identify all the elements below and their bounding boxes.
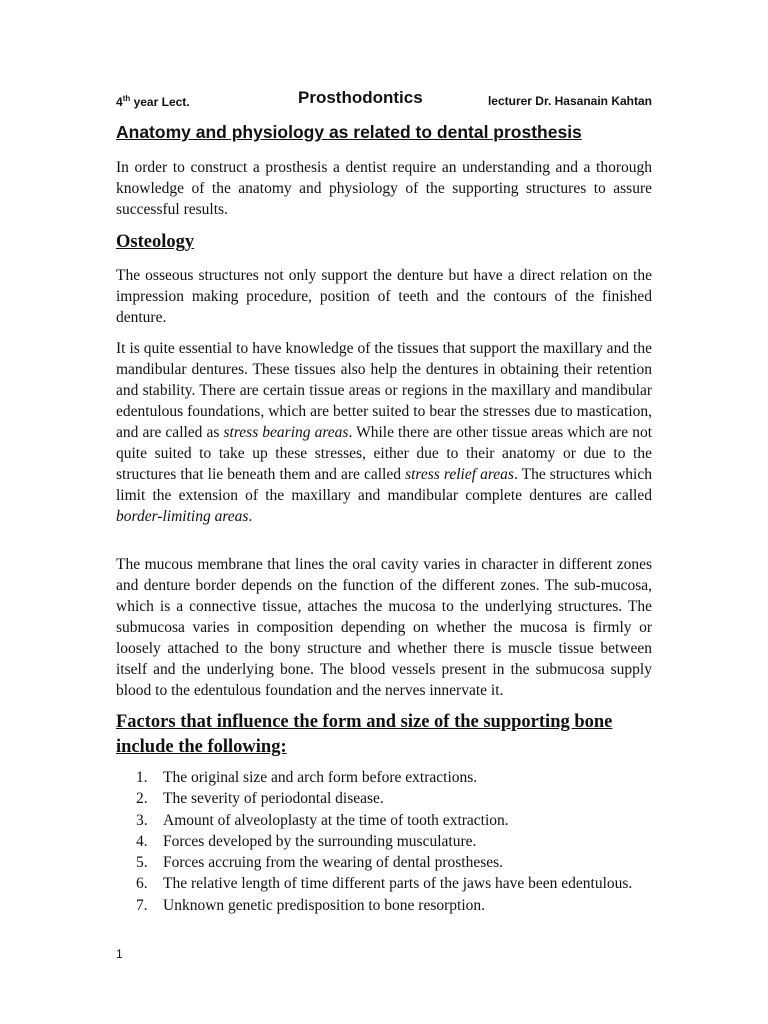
factors-heading: Factors that influence the form and size of the supporting bone include the following: [116, 712, 613, 757]
list-item: 1. The original size and arch form before extractions. [136, 769, 478, 786]
factors-list [136, 767, 652, 916]
page-header [116, 88, 652, 112]
list-item: 3. Amount of alveoloplasty at the time of tooth extraction. [136, 811, 509, 829]
term-stress-relief: stress relief areas [405, 466, 514, 483]
document-title: Anatomy and physiology as related to dental prosthesis [116, 122, 582, 142]
list-item: 6. The relative length of time different parts of the jaws have been edentulous. [136, 875, 633, 893]
list-item: 5. Forces accruing from the wearing of dental prostheses. [136, 854, 504, 872]
osteology-paragraph-2: It is quite essential to have knowledge of the tissues that support the maxillary and the mandibular dentures. These tissues also help the dentures in obtaining their retention and stability. There are certain tissue areas or regions in the maxillary and mandibular edentulous foundations, which are better suited to bear the stresses due to mastication, and are called as stress bearing areas. While there are other tissue areas which are not quite suited to take up these stresses, either due to their anatomy or due to the structures that lie beneath them and are called stress relief areas. The structures which limit the extension of the maxillary and mandibular complete dentures are called border-limiting areas. [116, 340, 653, 525]
page-number: 1 [116, 947, 123, 961]
intro-paragraph: In order to construct a prosthesis a dentist require an understanding and a thorough knowledge of the anatomy and physiology of the supporting structures to assure successful results. [116, 159, 652, 218]
osteology-paragraph-1: The osseous structures not only support the denture but have a direct relation on the impression making procedure, position of teeth and the contours of the finished denture. [116, 267, 652, 326]
header-lecturer: lecturer Dr. Hasanain Kahtan [487, 94, 652, 108]
mucosa-paragraph: The mucous membrane that lines the oral cavity varies in character in different zones and denture border depends on the function of the different zones. The sub-mucosa, which is a connective tissue, attaches the mucosa to the underlying structures. The submucosa varies in composition depending on whether the mucosa is firmly or loosely attached to the bony structure and whether there is muscle tissue between itself and the underlying bone. The blood vessels present in the submucosa supply blood to the edentulous foundation and the nerves innervate it. [116, 556, 652, 699]
list-item: 2. The severity of periodontal disease. [136, 790, 384, 808]
term-stress-bearing: stress bearing areas [223, 424, 349, 441]
header-subject: Prosthodontics [298, 88, 423, 107]
header-course-year: 4th year Lect. [116, 94, 190, 109]
term-border-limiting: border-limiting areas [116, 508, 249, 525]
list-item: 4. Forces developed by the surrounding musculature. [136, 832, 477, 850]
list-item: 7. Unknown genetic predisposition to bone resorption. [136, 896, 486, 914]
osteology-heading: Osteology [116, 232, 195, 252]
